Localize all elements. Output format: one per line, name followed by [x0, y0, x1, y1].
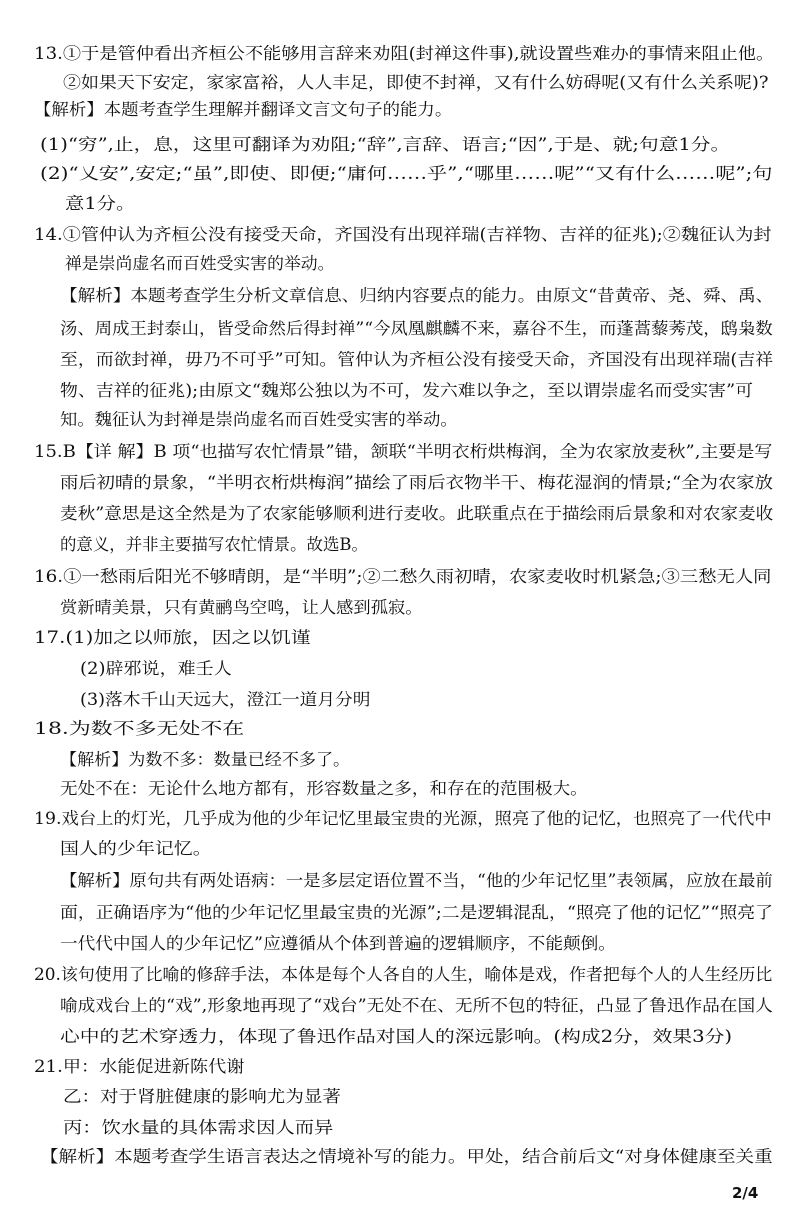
answer-19-analysis-2: 面，正确语序为“他的少年记忆里最宝贵的光源”;二是逻辑混乱，“照亮了他的记忆”“照亮了 — [60, 903, 773, 922]
answer-14-analysis-5: 知。魏征认为封禅是崇尚虚名而百姓受实害的举动。 — [60, 410, 458, 429]
answer-20-line-3: 心中的艺术穿透力，体现了鲁迅作品对国人的深远影响。(构成2分，效果3分) — [60, 1027, 733, 1046]
answer-17-line-1: 17.(1)加之以师旅，因之以饥谨 — [34, 628, 311, 647]
answer-14-line-1: 14.①管仲认为齐桓公没有接受天命，齐国没有出现祥瑞(吉祥物、吉祥的征兆);②魏征认为封 — [34, 225, 772, 244]
answer-18-line-1: 18.为数不多无处不在 — [34, 719, 245, 738]
answer-20-line-2: 喻成戏台上的“戏”,形象地再现了“戏台”无处不在、无所不包的特征，凸显了鲁迅作品在国人 — [60, 996, 773, 1015]
answer-18-analysis-2: 无处不在：无论什么地方都有，形容数量之多，和存在的范围极大。 — [60, 779, 588, 798]
answer-14-line-2: 禅是崇尚虚名而百姓受实害的举动。 — [65, 254, 335, 273]
answer-19-analysis-1: 【解析】原句共有两处语病：一是多层定语位置不当，“他的少年记忆里”表领属，应放在最前 — [60, 871, 773, 890]
answer-13-note-1: (1)“穷”,止，息，这里可翻译为劝阻;“辞”,言辞、语言;“因”,于是、就;句意1分。 — [40, 135, 731, 154]
answer-19-line-1: 19.戏台上的灯光，几乎成为他的少年记忆里最宝贵的光源，照亮了他的记忆，也照亮了一代代中 — [34, 809, 772, 828]
answer-14-analysis-2: 汤、周成王封泰山，皆受命然后得封禅”“今凤凰麒麟不来，嘉谷不生，而蓬蒿藜莠茂，鸱枭数 — [60, 319, 773, 338]
answer-15-line-2: 雨后初晴的景象，“半明衣桁烘梅润”描绘了雨后衣物半干、梅花湿润的情景;“全为农家放 — [60, 473, 774, 492]
answer-15-line-1: 15.B【详 解】B 项“也描写农忙情景”错，颔联“半明衣桁烘梅润，全为农家放麦秋”,主要是写 — [34, 442, 773, 461]
answer-20-line-1: 20.该句使用了比喻的修辞手法，本体是每个人各自的人生，喻体是戏，作者把每个人的人生经历比 — [34, 965, 773, 984]
answer-13-note-2-cont: 意1分。 — [65, 194, 136, 213]
answer-19-line-2: 国人的少年记忆。 — [60, 839, 212, 858]
answer-21-line-1: 21.甲：水能促进新陈代谢 — [34, 1057, 245, 1076]
answer-14-analysis-4: 物、吉祥的征兆);由原文“魏郑公独以为不可，发六难以争之，至以谓崇虚名而受实害”可 — [60, 381, 754, 400]
answer-17-line-3: (3)落木千山天远大，澄江一道月分明 — [80, 690, 371, 709]
answer-13-line-1: 13.①于是管仲看出齐桓公不能够用言辞来劝阻(封禅这件事),就设置些难办的事情来阻止他。 — [34, 44, 775, 63]
answer-21-line-2: 乙：对于肾脏健康的影响尤为显著 — [63, 1087, 341, 1106]
answer-13-note-2: (2)“乂安”,安定;“虽”,即使、即便;“庸何……乎”,“哪里……呢”“又有什么……呢”;句 — [40, 164, 773, 183]
answer-16-line-2: 赏新晴美景，只有黄鹂鸟空鸣，让人感到孤寂。 — [60, 598, 423, 617]
answer-15-line-4: 的意义，并非主要描写农忙情景。故选B。 — [60, 535, 368, 554]
answer-18-analysis-1: 【解析】为数不多：数量已经不多了。 — [60, 750, 351, 769]
answer-13-analysis-heading: 【解析】本题考查学生理解并翻译文言文句子的能力。 — [34, 100, 453, 119]
answer-14-analysis-3: 至，而欲封禅，毋乃不可乎”可知。管仲认为齐桓公没有接受天命，齐国没有出现祥瑞(吉祥 — [60, 350, 774, 369]
answer-15-line-3: 麦秋”意思是这全然是为了农家能够顺利进行麦收。此联重点在于描绘雨后景象和对农家麦收 — [60, 504, 774, 523]
answer-13-line-2: ②如果天下安定，家家富裕，人人丰足，即使不封禅，又有什么妨碍呢(又有什么关系呢)? — [63, 73, 769, 92]
answer-17-line-2: (2)辟邪说，难壬人 — [80, 659, 232, 678]
answer-21-line-3: 丙：饮水量的具体需求因人而异 — [63, 1118, 334, 1137]
answer-16-line-1: 16.①一愁雨后阳光不够晴朗，是“半明”;②二愁久雨初晴，农家麦收时机紧急;③三愁无人同 — [34, 567, 772, 586]
page-number: 2/4 — [732, 1184, 759, 1202]
answer-14-analysis-1: 【解析】本题考查学生分析文章信息、归纳内容要点的能力。由原文“昔黄帝、尧、舜、禹、 — [60, 286, 774, 305]
answer-21-analysis-1: 【解析】本题考查学生语言表达之情境补写的能力。甲处，结合前后文“对身体健康至关重 — [40, 1147, 773, 1166]
answer-19-analysis-3: 一代代中国人的少年记忆”应遵循从个体到普遍的逻辑顺序，不能颠倒。 — [60, 934, 616, 953]
